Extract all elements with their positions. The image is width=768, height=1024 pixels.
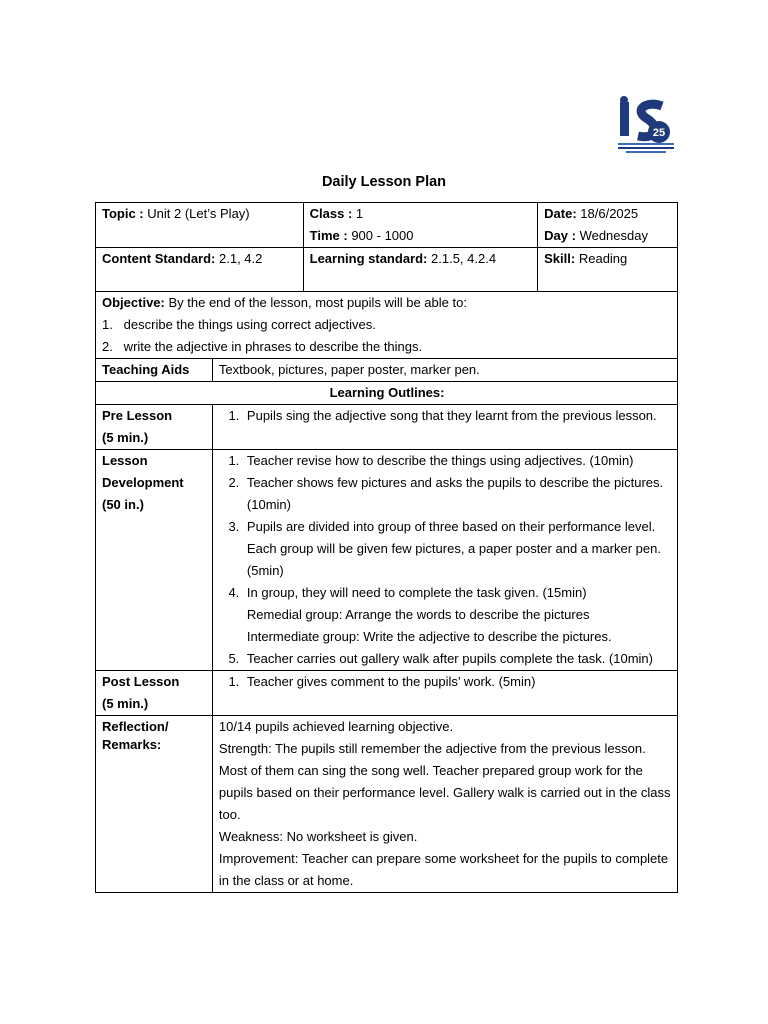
reflection-summary: 10/14 pupils achieved learning objective. (218, 719, 454, 734)
date-label: Date: (544, 206, 577, 221)
pre-lesson-title: Pre Lesson (102, 408, 173, 423)
post-lesson-content (212, 671, 677, 716)
class-value: 1 (355, 206, 364, 221)
post-lesson-label (96, 671, 213, 716)
post-lesson-title: Post Lesson (102, 674, 180, 689)
date-day-cell (538, 203, 678, 248)
day-value: Wednesday (579, 228, 648, 243)
page-title: Daily Lesson Plan (321, 174, 447, 190)
reflection-content (212, 716, 677, 893)
skill-cell (538, 248, 678, 292)
development-duration: (50 in.) (102, 497, 144, 512)
school-25-logo-icon (616, 96, 676, 156)
learning-outlines-heading: Learning Outlines: (96, 382, 678, 405)
class-label: Class : (309, 206, 353, 221)
reflection-strength: Strength: The pupils still remember the adjective from the previous lesson. Most of them can sing the song well. Teacher prepared group work for the pupils based on their performance level. Gallery walk is carried out in the class too. (218, 741, 671, 822)
time-label: Time : (309, 228, 348, 243)
teaching-aids-label: Teaching Aids (96, 359, 213, 382)
lesson-plan-table (95, 202, 678, 893)
list-item: 1. Teacher revise how to describe the things using adjectives. (10min) (243, 450, 672, 472)
objective-item: 2. write the adjective in phrases to describe the things. (102, 339, 423, 354)
svg-text:25: 25 (652, 127, 666, 139)
time-value: 900 - 1000 (351, 228, 414, 243)
class-time-cell (303, 203, 538, 248)
list-item (243, 582, 672, 648)
pre-lesson-duration: (5 min.) (102, 430, 149, 445)
learning-standard-label: Learning standard: (309, 251, 428, 266)
reflection-improvement: Improvement: Teacher can prepare some worksheet for the pupils to complete in the class or at home. (218, 851, 669, 888)
content-standard-cell (96, 248, 304, 292)
topic-label: Topic : (102, 206, 144, 221)
reflection-title-2: Remarks: (102, 737, 162, 752)
skill-label: Skill: (544, 251, 576, 266)
list-item: 1. Pupils sing the adjective song that they learnt from the previous lesson. (243, 405, 672, 427)
remedial-group-text: Remedial group: Arrange the words to describe the pictures (246, 607, 590, 622)
day-label: Day : (544, 228, 576, 243)
objective-item: 1. describe the things using correct adjectives. (102, 317, 376, 332)
teaching-aids-value: Textbook, pictures, paper poster, marker pen. (212, 359, 677, 382)
development-content (212, 450, 677, 671)
post-lesson-duration: (5 min.) (102, 696, 149, 711)
learning-standard-cell (303, 248, 538, 292)
learning-standard-value: 2.1.5, 4.2.4 (431, 251, 497, 266)
reflection-weakness: Weakness: No worksheet is given. (218, 829, 418, 844)
objective-intro: By the end of the lesson, most pupils will be able to: (168, 295, 467, 310)
objective-cell (96, 292, 678, 359)
list-item: 1. Teacher gives comment to the pupils’ work. (5min) (243, 671, 672, 693)
pre-lesson-content (212, 405, 677, 450)
topic-value: Unit 2 (Let’s Play) (147, 206, 250, 221)
intermediate-group-text: Intermediate group: Write the adjective to describe the pictures. (246, 629, 612, 644)
task-text: 4. In group, they will need to complete the task given. (15min) (246, 585, 587, 600)
pre-lesson-label (96, 405, 213, 450)
content-standard-value: 2.1, 4.2 (219, 251, 263, 266)
objective-label: Objective: (102, 295, 165, 310)
development-title-2: Development (102, 475, 184, 490)
date-value: 18/6/2025 (580, 206, 639, 221)
reflection-title-1: Reflection/ (102, 719, 169, 734)
development-title-1: Lesson (102, 453, 148, 468)
content-standard-label: Content Standard: (102, 251, 216, 266)
development-label (96, 450, 213, 671)
list-item: 2. Teacher shows few pictures and asks the pupils to describe the pictures. (10min) (243, 472, 672, 516)
list-item: 5. Teacher carries out gallery walk after pupils complete the task. (10min) (243, 648, 672, 670)
list-item: 3. Pupils are divided into group of three based on their performance level. Each group will be given few pictures, a paper poster and a marker pen. (5min) (243, 516, 672, 582)
topic-cell (96, 203, 304, 248)
reflection-label (96, 716, 213, 893)
skill-value: Reading (578, 251, 628, 266)
